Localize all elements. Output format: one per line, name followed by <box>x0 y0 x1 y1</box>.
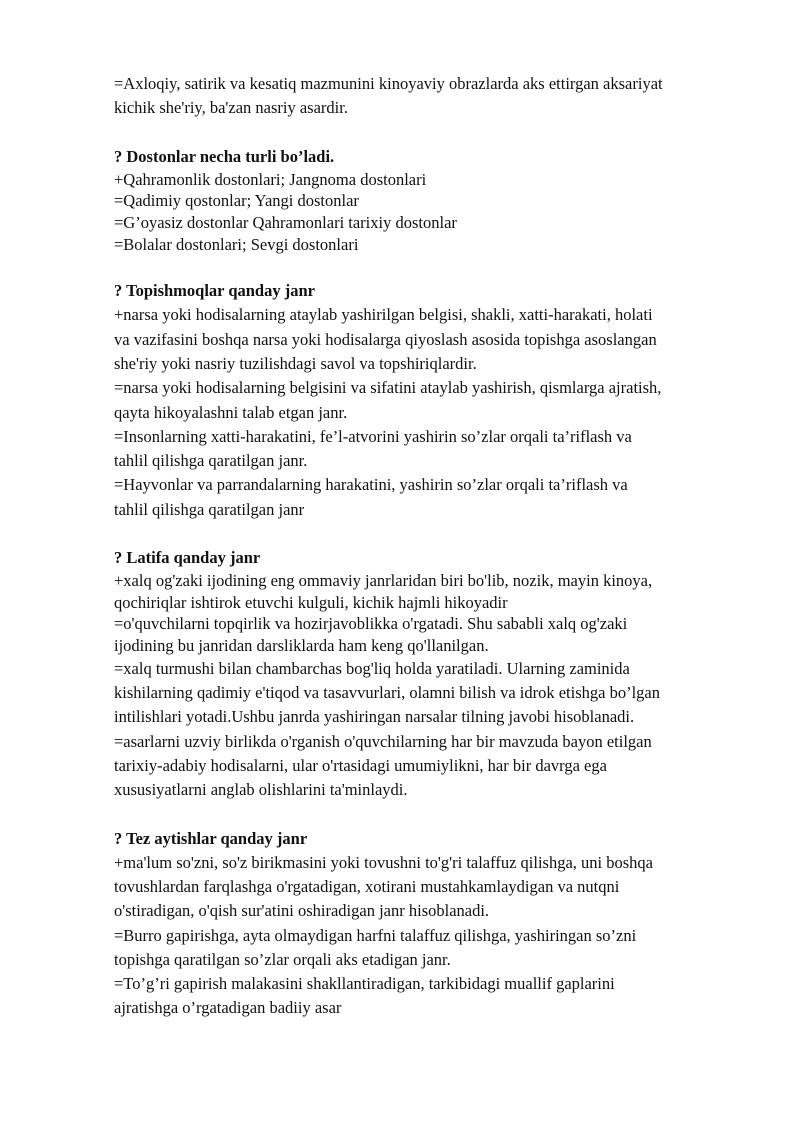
answer-line: =To’g’ri gapirish malakasini shakllantiradigan, tarkibidagi muallif gaplarini <box>114 974 615 994</box>
answer-line: tarixiy-adabiy hodisalarni, ular o'rtasidagi umumiylikni, har bir davrga ega <box>114 756 607 776</box>
answer-line: o'stiradigan, o'qish sur'atini oshiradigan janr hisoblanadi. <box>114 901 490 921</box>
question-heading: ? Dostonlar necha turli bo’ladi. <box>114 146 335 166</box>
answer-line: =Burro gapirishga, ayta olmaydigan harfni talaffuz qilishga, yashiringan so’zni <box>114 925 637 945</box>
answer-line: ajratishga o’rgatadigan badiiy asar <box>114 998 342 1018</box>
text-line: =Axloqiy, satirik va kesatiq mazmunini kinoyaviy obrazlarda aks ettirgan aksariyat <box>114 74 663 93</box>
answer-line: tahlil qilishga qaratilgan janr <box>114 499 305 519</box>
answer-option: =Qadimiy qostonlar; Yangi dostonlar <box>114 191 359 211</box>
answer-option: =Bolalar dostonlari; Sevgi dostonlari <box>114 234 359 254</box>
answer-line: =xalq turmushi bilan chambarchas bog'liq holda yaratiladi. Ularning zaminida <box>114 658 630 678</box>
answer-option: +Qahramonlik dostonlari; Jangnoma dostonlari <box>114 169 427 189</box>
answer-line: qayta hikoyalashni talab etgan janr. <box>114 402 348 422</box>
intro-paragraph <box>114 72 754 121</box>
document-page <box>114 72 754 1021</box>
answer-line: va vazifasini boshqa narsa yoki hodisalarga qiyoslash asosida topishga asoslangan <box>114 329 657 349</box>
answer-line: +narsa yoki hodisalarning ataylab yashirilgan belgisi, shakli, xatti-harakati, holati <box>114 305 653 325</box>
answer-line: ijodining bu janridan darsliklarda ham keng qo'llanilgan. <box>114 636 489 656</box>
answer-line: tahlil qilishga qaratilgan janr. <box>114 451 308 471</box>
answer-line: qochiriqlar ishtirok etuvchi kulguli, kichik hajmli hikoyadir <box>114 592 508 612</box>
question-heading: ? Latifa qanday janr <box>114 548 261 568</box>
answer-line: =narsa yoki hodisalarning belgisini va sifatini ataylab yashirish, qismlarga ajratish, <box>114 378 662 398</box>
answer-line: she'riy yoki nasriy tuzilishdagi savol va topshiriqlardir. <box>114 354 477 373</box>
answer-line: +ma'lum so'zni, so'z birikmasini yoki tovushni to'g'ri talaffuz qilishga, uni boshqa <box>114 852 653 872</box>
answer-line: kishilarning qadimiy e'tiqod va tasavvurlari, olamni bilish va idrok etishga bo’lgan <box>114 683 660 703</box>
answer-line: intilishlari yotadi.Ushbu janrda yashiringan narsalar tilning javobi hisoblanadi. <box>114 707 635 727</box>
question-heading: ? Tez aytishlar qanday janr <box>114 828 308 848</box>
answer-line: +xalq og'zaki ijodining eng ommaviy janrlaridan biri bo'lib, nozik, mayin kinoya, <box>114 571 653 591</box>
answer-line: =asarlarni uzviy birlikda o'rganish o'quvchilarning har bir mavzuda bayon etilgan <box>114 731 652 751</box>
answer-line: =Hayvonlar va parrandalarning harakatini, yashirin so’zlar orqali ta’riflash va <box>114 475 628 495</box>
answer-line: tovushlardan farqlashga o'rgatadigan, xotirani mustahkamlaydigan va nutqni <box>114 876 620 896</box>
question-heading: ? Topishmoqlar qanday janr <box>114 281 315 301</box>
answer-option: =G’oyasiz dostonlar Qahramonlari tarixiy dostonlar <box>114 213 457 232</box>
answer-line: =o'quvchilarni topqirlik va hozirjavoblikka o'rgatadi. Shu sababli xalq og'zaki <box>114 614 628 634</box>
question-block-latifa <box>114 546 754 803</box>
answer-line: =Insonlarning xatti-harakatini, fe’l-atvorini yashirin so’zlar orqali ta’riflash va <box>114 426 632 446</box>
text-line: kichik she'riy, ba'zan nasriy asardir. <box>114 98 348 118</box>
question-block-dostonlar <box>114 145 754 256</box>
answer-line: topishga qaratilgan so’zlar orqali aks etadigan janr. <box>114 949 451 969</box>
question-block-topishmoqlar <box>114 279 754 522</box>
answer-line: xususiyatlarni anglab olishlarini ta'minlaydi. <box>114 780 408 800</box>
question-block-tez-aytishlar <box>114 827 754 1021</box>
